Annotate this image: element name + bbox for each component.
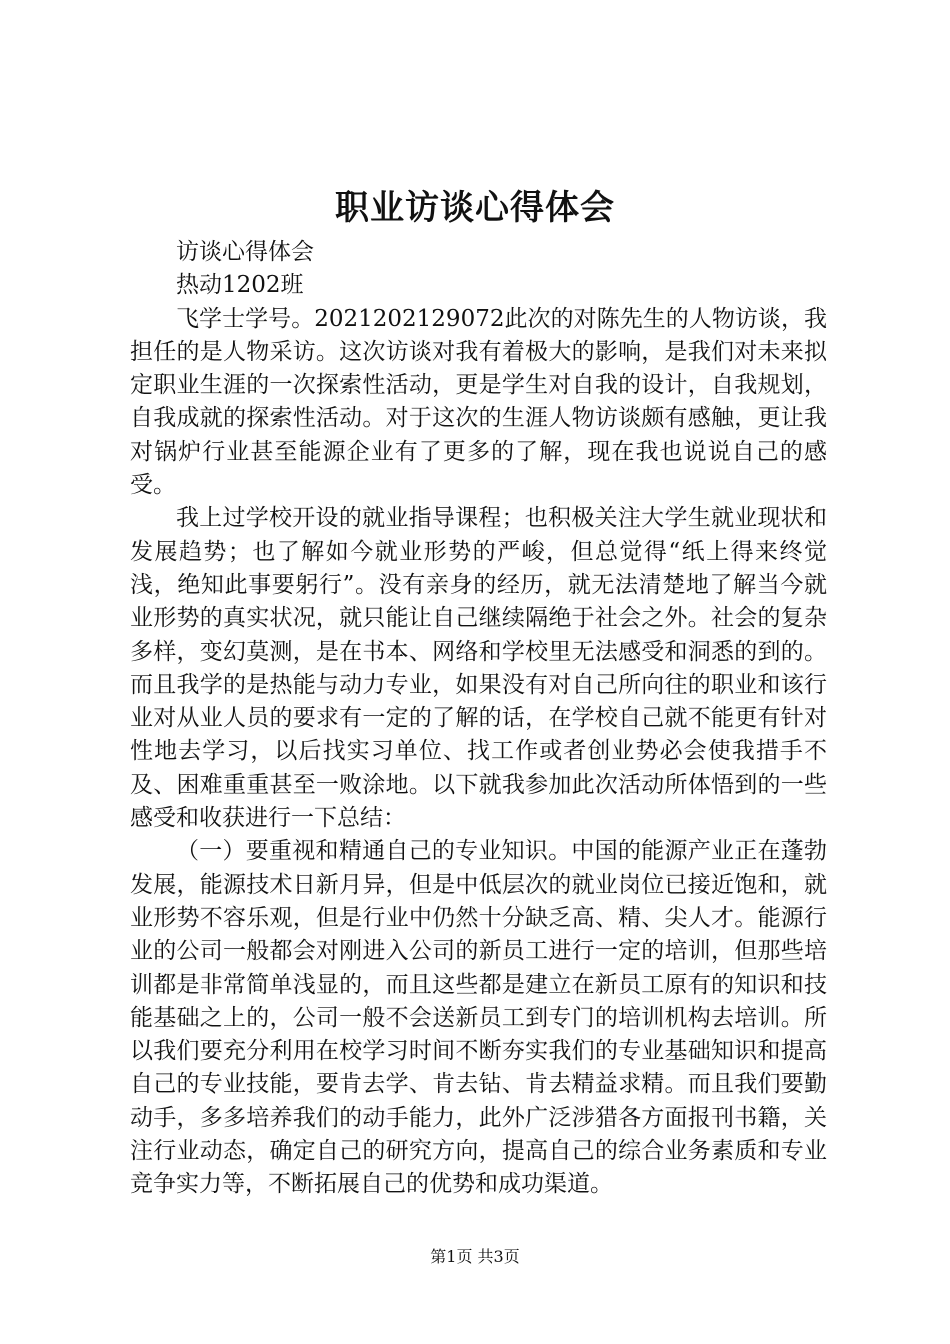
page-footer: 第1页 共3页 <box>430 1247 520 1266</box>
body-paragraph-2: 我上过学校开设的就业指导课程；也积极关注大学生就业现状和发展趋势；也了解如今就业形势的严峻，但总觉得“纸上得来终觉浅，绝知此事要躬行”。没有亲身的经历，就无法清楚地了解当今就业形势的真实状况，就只能让自己继续隔绝于社会之外。社会的复杂多样，变幻莫测，是在书本、网络和学校里无法感受和洞悉的到的。而且我学的是热能与动力专业，如果没有对自己所向往的职业和该行业对从业人员的要求有一定的了解的话，在学校自己就不能更有针对性地去学习，以后找实习单位、找工作或者创业势必会使我措手不及、困难重重甚至一败涂地。以下就我参加此次活动所体悟到的一些感受和收获进行一下总结： <box>130 505 827 832</box>
document-body <box>130 236 827 1202</box>
body-paragraph-3: （一）要重视和精通自己的专业知识。中国的能源产业正在蓬勃发展，能源技术日新月异，但是中低层次的就业岗位已接近饱和，就业形势不容乐观，但是行业中仍然十分缺乏高、精、尖人才。能源行业的公司一般都会对刚进入公司的新员工进行一定的培训，但那些培训都是非常简单浅显的，而且这些都是建立在新员工原有的知识和技能基础之上的，公司一般不会送新员工到专门的培训机构去培训。所以我们要充分利用在校学习时间不断夯实我们的专业基础知识和提高自己的专业技能，要肯去学、肯去钻、肯去精益求精。而且我们要勤动手，多多培养我们的动手能力，此外广泛涉猎各方面报刊书籍，关注行业动态，确定自己的研究方向，提高自己的综合业务素质和专业竞争实力等，不断拓展自己的优势和成功渠道。 <box>130 838 827 1198</box>
subtitle-paragraph: 访谈心得体会 <box>176 239 314 265</box>
document-title: 职业访谈心得体会 <box>335 188 615 228</box>
class-paragraph: 热动1202班 <box>176 272 304 299</box>
body-paragraph-1: 飞学士学号。2021202129072此次的对陈先生的人物访谈，我担任的是人物采访。这次访谈对我有着极大的影响，是我们对未来拟定职业生涯的一次探索性活动，更是学生对自我的设计，自我规划，自我成就的探索性活动。对于这次的生涯人物访谈颇有感触，更让我对锅炉行业甚至能源企业有了更多的了解，现在我也说说自己的感受。 <box>130 305 827 499</box>
